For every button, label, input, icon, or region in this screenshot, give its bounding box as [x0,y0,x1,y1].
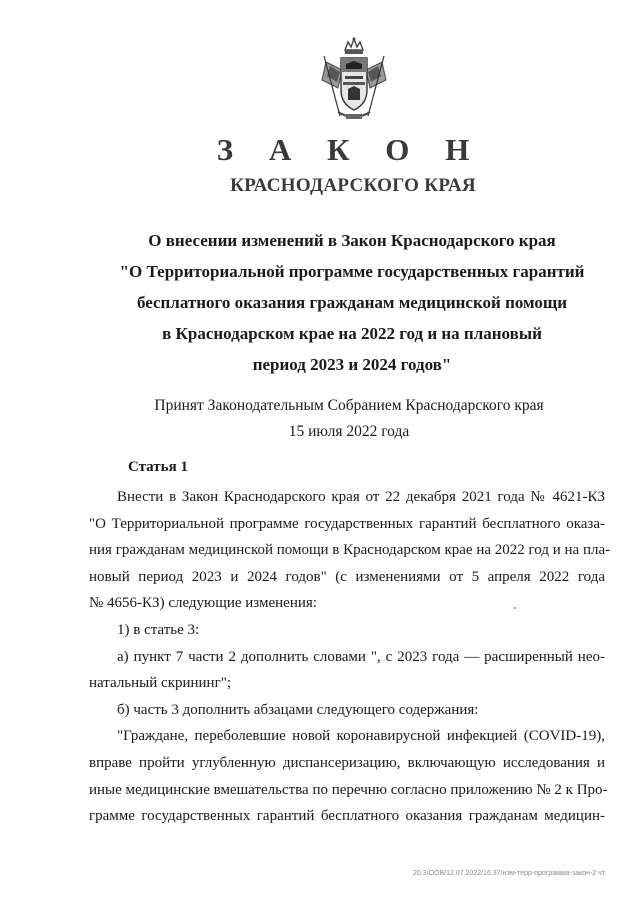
law-name-line: период 2023 и 2024 годов" [252,355,452,374]
law-name [0,225,640,380]
law-name-line: О внесении изменений в Закон Краснодарского края [148,231,556,250]
document-title: З А К О Н [216,132,484,167]
article-body [89,484,611,830]
body-line: "О Территориальной программе государственных гарантий бесплатного оказа- [89,515,605,532]
body-line: вправе пройти углубленную диспансеризацию, включающую исследования и [89,754,605,771]
body-line: натальный скрининг"; [89,675,232,692]
law-name-line: в Краснодарском крае на 2022 год и на плановый [162,324,542,343]
adoption-date: 15 июля 2022 года [288,423,410,440]
adoption-note [0,393,640,445]
body-line: б) часть 3 дополнить абзацами следующего содержания: [117,701,479,718]
body-line: а) пункт 7 части 2 дополнить словами ", с 2023 года — расширенный нео- [117,648,605,665]
body-line: Внести в Закон Краснодарского края от 22 декабря 2021 года № 4621-КЗ [117,489,605,505]
adoption-body: Принят Законодательным Собранием Краснодарского края [154,397,544,414]
body-line: ния гражданам медицинской помощи в Краснодарском крае на 2022 год и на пла- [89,542,611,559]
scan-speck [514,607,516,609]
body-line: грамме государственных гарантий бесплатного оказания гражданам медицин- [89,808,605,825]
body-line: "Граждане, переболевшие новой коронавирусной инфекцией (COVID-19), [117,728,605,745]
article-heading: Статья 1 [128,459,188,475]
body-line: иные медицинские вмешательства по перечню согласно приложению № 2 к Про- [89,781,608,798]
document-subtitle: КРАСНОДАРСКОГО КРАЯ [230,175,476,196]
footer-stamp: 20.3/ООВ/12.07.2022/16.37/нэм-терр-программа-закон-2 чт [413,870,606,877]
law-name-line: "О Территориальной программе государственных гарантий [119,262,585,281]
krasnodar-coat-of-arms-icon [318,36,390,126]
body-line: № 4656-КЗ) следующие изменения: [89,595,317,612]
body-line: 1) в статье 3: [117,621,200,638]
law-name-line: бесплатного оказания гражданам медицинской помощи [136,293,568,312]
body-line: новый период 2023 и 2024 годов" (с изменениями от 5 апреля 2022 года [89,568,605,585]
